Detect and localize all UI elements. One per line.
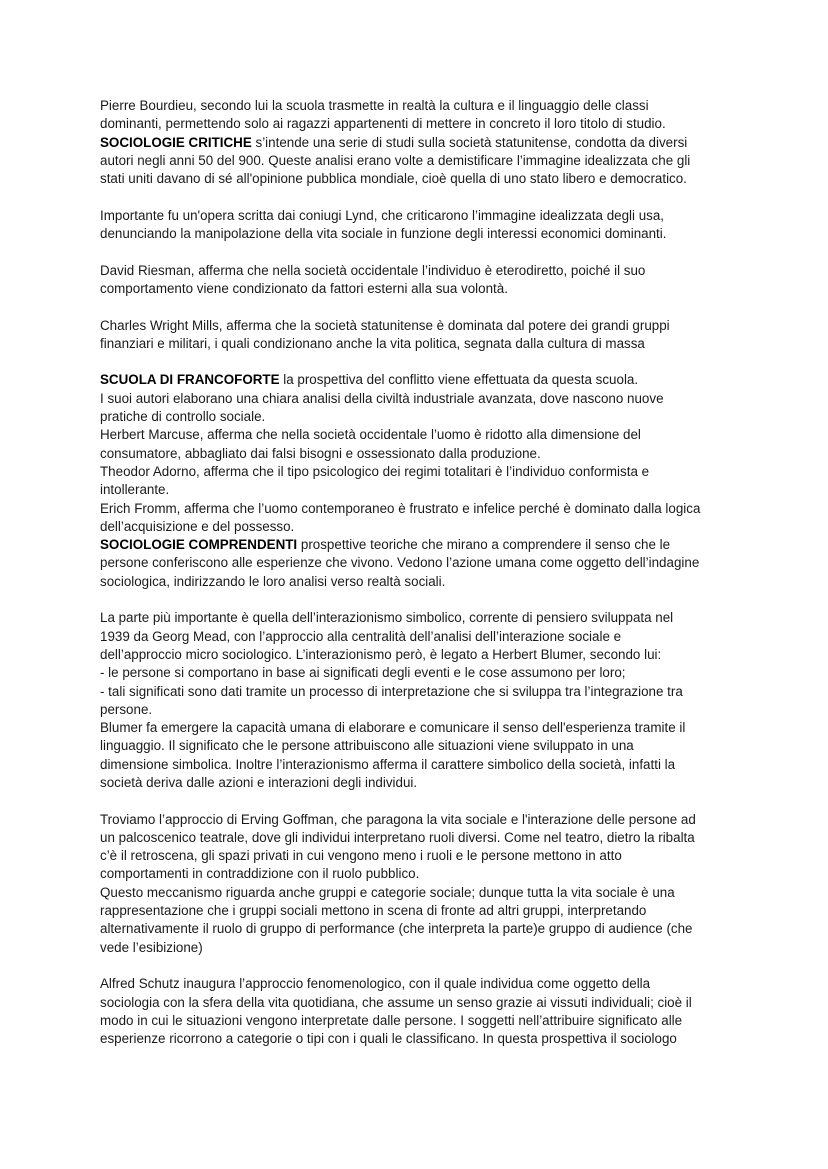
line-text: denunciando la manipolazione della vita sociale in funzione degli interessi economici dominanti. [100, 226, 667, 242]
text-line [100, 426, 740, 444]
text-line [100, 847, 740, 865]
line-text: Theodor Adorno, afferma che il tipo psicologico dei regimi totalitari è l’individuo conformista e [100, 463, 650, 479]
line-text: dell’approccio micro sociologico. L’interazionismo però, è legato a Herbert Blumer, secondo lui: [100, 646, 662, 662]
line-text: Importante fu un'opera scritta dai coniugi Lynd, che criticarono l’immagine idealizzata degli usa, [100, 207, 665, 223]
text-line [100, 609, 740, 627]
text-line [100, 518, 740, 536]
paragraph [100, 975, 740, 1048]
text-line [100, 865, 740, 883]
line-text: dominanti, permettendo solo ai ragazzi appartenenti di mettere in concreto il loro titolo di studio. [100, 116, 666, 132]
line-text: modo in cui le situazioni vengono interpretate dalle persone. I soggetti nell’attribuire significato alle [100, 1012, 683, 1028]
paragraph-spacer [100, 353, 740, 371]
text-line [100, 829, 740, 847]
line-text: Erich Fromm, afferma che l’uomo contemporaneo è frustrato e infelice perché è dominato dalla logica [100, 500, 701, 516]
text-line [100, 737, 740, 755]
text-line [100, 262, 740, 280]
text-line [100, 920, 740, 938]
text-line [100, 683, 740, 701]
line-text: dimensione simbolica. Inoltre l’interazionismo afferma il carattere simbolico della società, infatti la [100, 756, 676, 772]
text-line [100, 975, 740, 993]
line-text: sociologica, indirizzando le loro analisi verso realtà sociali. [100, 573, 446, 589]
paragraph [100, 97, 740, 188]
line-text: sociologia con la sfera della vita quotidiana, che assume un senso grazie ai vissuti individuali; cioè il [100, 994, 692, 1010]
line-text: dell’acquisizione e del possesso. [100, 518, 295, 534]
line-text: persone conferiscono alle esperienze che vivono. Vedono l’azione umana come oggetto dell’indagine [100, 555, 700, 571]
line-text: società deriva dalle azioni e interazioni degli individui. [100, 774, 418, 790]
text-line [100, 115, 740, 133]
paragraph [100, 609, 740, 792]
line-text: prospettive teoriche che mirano a comprendere il senso che le [297, 537, 671, 553]
text-line [100, 280, 740, 298]
text-line [100, 756, 740, 774]
text-line [100, 1030, 740, 1048]
text-line [100, 536, 740, 554]
text-line [100, 335, 740, 353]
text-line [100, 445, 740, 463]
line-text: - tali significati sono dati tramite un processo di interpretazione che si sviluppa tra l’integrazione tra [100, 683, 683, 699]
line-text: persone. [100, 701, 153, 717]
line-text: - le persone si comportano in base ai significati degli eventi e le cose assumono per loro; [100, 665, 626, 681]
text-line [100, 646, 740, 664]
section-heading: SOCIOLOGIE COMPRENDENTI [100, 537, 298, 553]
text-line [100, 152, 740, 170]
text-line [100, 170, 740, 188]
line-text: 1939 da Georg Mead, con l’approccio alla centralità dell’analisi dell’interazione sociale e [100, 628, 622, 644]
text-line [100, 701, 740, 719]
text-line [100, 207, 740, 225]
line-text: Herbert Marcuse, afferma che nella società occidentale l’uomo è ridotto alla dimensione del [100, 427, 641, 443]
line-text: la prospettiva del conflitto viene effettuata da questa scuola. [279, 372, 639, 388]
line-text: Charles Wright Mills, afferma che la società statunitense è dominata dal potere dei grandi gruppi [100, 317, 670, 333]
line-text: La parte più importante è quella dell’interazionismo simbolico, corrente di pensiero sviluppata nel [100, 610, 674, 626]
line-text: consumatore, abbagliato dai falsi bisogni e ossessionato dalla produzione. [100, 445, 541, 461]
line-text: comportamenti in contraddizione con il ruolo pubblico. [100, 866, 420, 882]
text-line [100, 664, 740, 682]
text-line [100, 408, 740, 426]
line-text: Blumer fa emergere la capacità umana di elaborare e comunicare il senso dell'esperienza tramite il [100, 720, 686, 736]
document-body [100, 97, 740, 1048]
paragraph [100, 262, 740, 299]
text-line [100, 390, 740, 408]
text-line [100, 902, 740, 920]
text-line [100, 573, 740, 591]
paragraph-spacer [100, 957, 740, 975]
text-line [100, 554, 740, 572]
text-line [100, 134, 740, 152]
line-text: pratiche di controllo sociale. [100, 409, 266, 425]
text-line [100, 994, 740, 1012]
line-text: Pierre Bourdieu, secondo lui la scuola trasmette in realtà la cultura e il linguaggio delle classi [100, 98, 649, 113]
line-text: David Riesman, afferma che nella società occidentale l’individuo è eterodiretto, poiché il suo [100, 262, 646, 278]
text-line [100, 1012, 740, 1030]
paragraph-spacer [100, 591, 740, 609]
line-text: c’è il retroscena, gli spazi privati in cui vengono meno i ruoli e le persone mettono in atto [100, 848, 622, 864]
text-line [100, 884, 740, 902]
paragraph-spacer [100, 188, 740, 206]
text-line [100, 811, 740, 829]
text-line [100, 225, 740, 243]
line-text: alternativamente il ruolo di gruppo di performance (che interpreta la parte)e gruppo di audience (che [100, 921, 693, 937]
line-text: esperienze ricorrono a categorie o tipi con i quali le classificano. In questa prospettiva il sociologo [100, 1031, 677, 1047]
paragraph [100, 811, 740, 957]
line-text: comportamento viene condizionato da fattori esterni alla sua volontà. [100, 280, 508, 296]
paragraph [100, 317, 740, 354]
line-text: un palcoscenico teatrale, dove gli individui interpretano ruoli diversi. Come nel teatro, dietro la ribalta [100, 829, 695, 845]
section-heading: SCUOLA DI FRANCOFORTE [100, 372, 280, 388]
line-text: I suoi autori elaborano una chiara analisi della civiltà industriale avanzata, dove nascono nuove [100, 390, 664, 406]
paragraph [100, 207, 740, 244]
paragraph [100, 371, 740, 591]
text-line [100, 463, 740, 481]
text-line [100, 317, 740, 335]
line-text: autori negli anni 50 del 900. Queste analisi erano volte a demistificare l’immagine idealizzata che gli [100, 152, 691, 168]
line-text: rappresentazione che i gruppi sociali mettono in scena di fronte ad altri gruppi, interpretando [100, 903, 647, 919]
paragraph-spacer [100, 298, 740, 316]
line-text: s’intende una serie di studi sulla società statunitense, condotta da diversi [251, 134, 688, 150]
text-line [100, 371, 740, 389]
line-text: Alfred Schutz inaugura l’approccio fenomenologico, con il quale individua come oggetto della [100, 976, 651, 992]
line-text: vede l’esibizione) [100, 939, 203, 955]
text-line [100, 481, 740, 499]
line-text: intollerante. [100, 482, 170, 498]
text-line [100, 719, 740, 737]
line-text: stati uniti davano di sé all'opinione pubblica mondiale, cioè quella di uno stato libero e democratico. [100, 171, 687, 187]
text-line [100, 939, 740, 957]
line-text: finanziari e militari, i quali condizionano anche la vita politica, segnata dalla cultura di massa [100, 335, 645, 351]
section-heading: SOCIOLOGIE CRITICHE [100, 134, 252, 150]
text-line [100, 97, 740, 115]
paragraph-spacer [100, 792, 740, 810]
text-line [100, 774, 740, 792]
line-text: Questo meccanismo riguarda anche gruppi e categorie sociale; dunque tutta la vita sociale è una [100, 884, 675, 900]
text-line [100, 628, 740, 646]
paragraph-spacer [100, 243, 740, 261]
line-text: Troviamo l’approccio di Erving Goffman, che paragona la vita sociale e l'interazione delle persone ad [100, 811, 696, 827]
text-line [100, 500, 740, 518]
line-text: linguaggio. Il significato che le persone attribuiscono alle situazioni viene sviluppato in una [100, 738, 634, 754]
